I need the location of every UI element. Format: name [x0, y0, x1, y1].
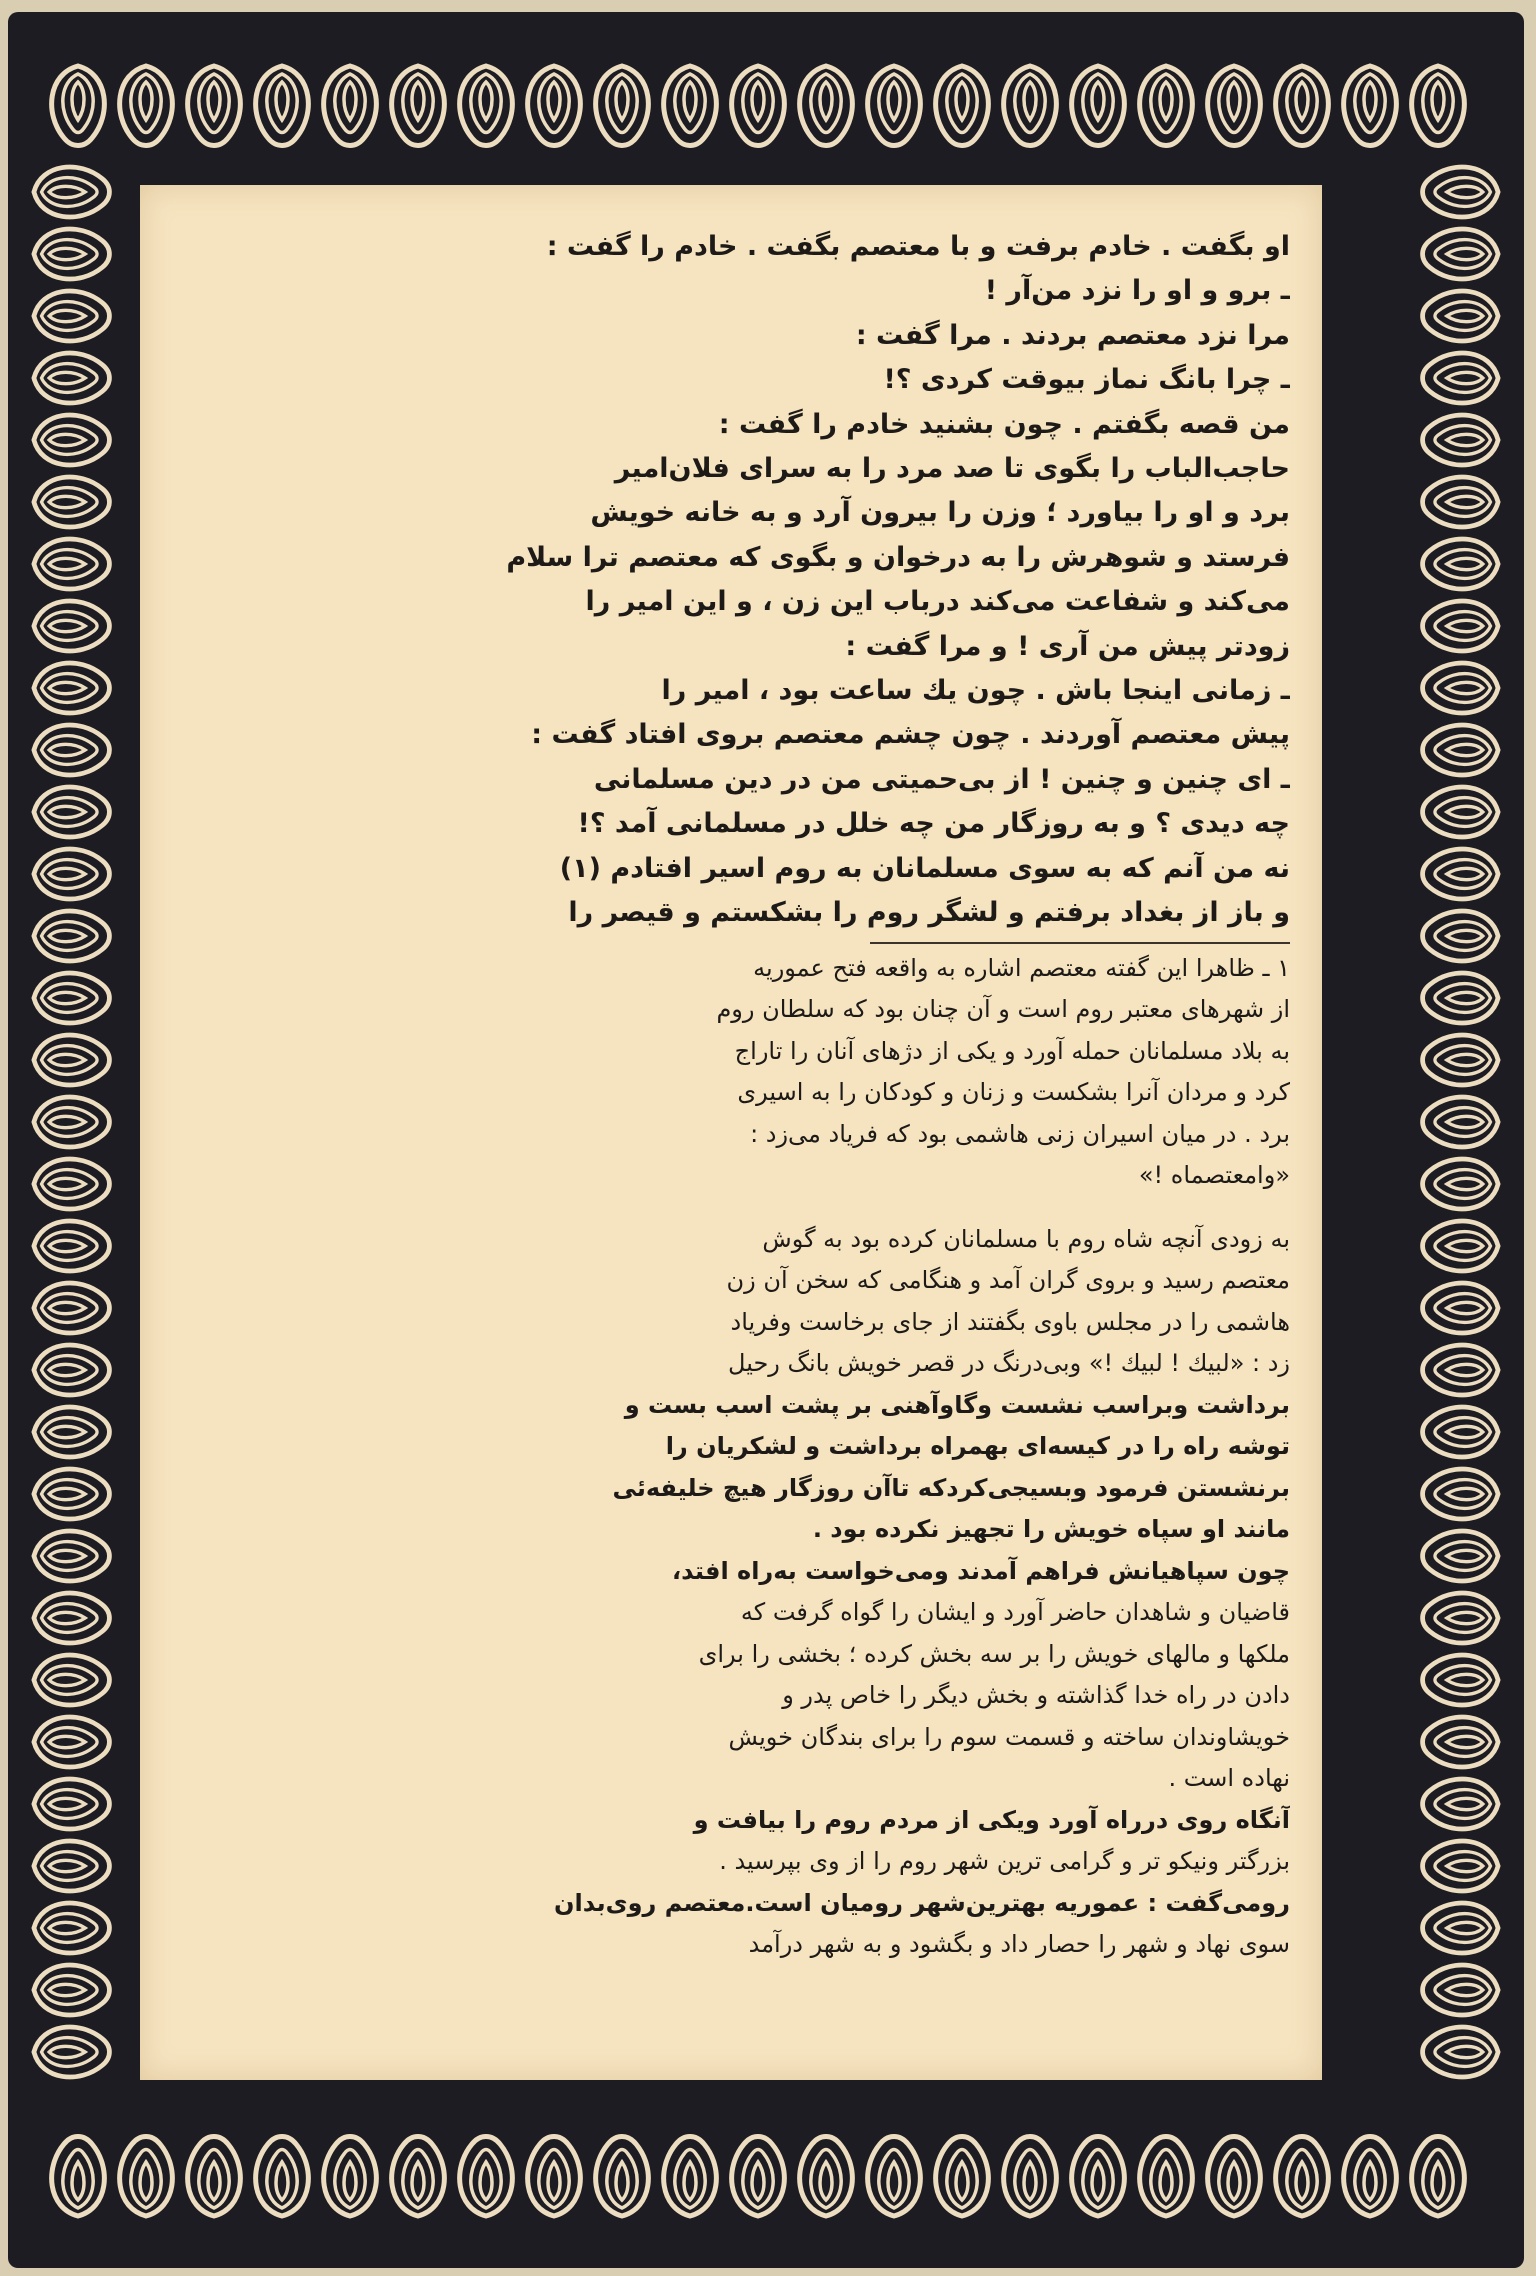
tulip-motif [34, 911, 110, 961]
text-line: خویشاوندان ساخته و قسمت سوم را برای بندگان خویش [728, 1722, 1290, 1751]
text-line: زودتر پیش من آری ! و مرا گفت : [845, 630, 1290, 662]
tulip-motif [800, 66, 853, 146]
tulip-motif [1423, 1903, 1499, 1953]
tulip-motif [188, 66, 241, 146]
tulip-motif [868, 66, 921, 146]
tulip-motif [1423, 291, 1499, 341]
tulip-motif [34, 167, 110, 217]
tulip-motif [1423, 849, 1499, 899]
tulip-motif [34, 601, 110, 651]
tulip-motif [1423, 1593, 1499, 1643]
tulip-motif [1276, 2137, 1329, 2217]
tulip-motif [1423, 973, 1499, 1023]
footnote-line: «وامعتصماه !» [1138, 1161, 1290, 1189]
tulip-motif [1344, 2137, 1397, 2217]
text-line: معتصم رسید و بروی گران آمد و هنگامی که سخن آن زن [726, 1266, 1290, 1294]
tulip-motif [34, 663, 110, 713]
tulip-motif [120, 2137, 173, 2217]
tulip-motif [800, 2137, 853, 2217]
tulip-motif [936, 66, 989, 146]
tulip-motif [34, 973, 110, 1023]
tulip-motif [392, 2137, 445, 2217]
tulip-motif [34, 291, 110, 341]
tulip-motif [1423, 601, 1499, 651]
text-line: توشه راه را در کیسه‌ای بهمراه برداشت و لشکریان را [665, 1432, 1290, 1460]
tulip-motif [34, 1283, 110, 1333]
tulip-motif [1423, 911, 1499, 961]
tulip-motif [34, 229, 110, 279]
text-line: پیش معتصم آوردند . چون چشم معتصم بروی افتاد گفت : [531, 719, 1290, 751]
main-paragraph [175, 225, 1290, 936]
tulip-motif [52, 2137, 105, 2217]
tulip-motif [34, 1531, 110, 1581]
tulip-motif [1423, 1717, 1499, 1767]
tulip-motif [1423, 1035, 1499, 1085]
text-line: ـ زمانی اینجا باش . چون یك ساعت بود ، امیر را [661, 675, 1290, 707]
paragraph-2 [175, 1219, 1290, 1551]
tulip-motif [256, 2137, 309, 2217]
text-line: برداشت وبراسب نشست وگاوآهنی بر پشت اسب بست و [624, 1390, 1290, 1419]
footnote-line: از شهرهای معتبر روم است و آن چنان بود که سلطان روم [716, 995, 1290, 1023]
footnote-line: کرد و مردان آنرا بشکست و زنان و کودکان را به اسیری [737, 1078, 1290, 1106]
tulip-motif [34, 1655, 110, 1705]
tulip-motif [188, 2137, 241, 2217]
tulip-motif [1412, 2137, 1465, 2217]
tulip-motif [460, 2137, 513, 2217]
tulip-motif [34, 1779, 110, 1829]
tulip-motif [1423, 229, 1499, 279]
text-line: ـ برو و او را نزد من‌آر ! [984, 275, 1290, 307]
tulip-motif [1423, 725, 1499, 775]
footnote-line: به بلاد مسلمانان حمله آورد و یکی از دژهای آنان را تاراج [734, 1036, 1290, 1065]
tulip-motif [1004, 2137, 1057, 2217]
tulip-motif [52, 66, 105, 146]
tulip-motif [1072, 2137, 1125, 2217]
tulip-motif [120, 66, 173, 146]
text-line: چه دیدی ؟ و به روزگار من چه خلل در مسلمانی آمد ؟! [577, 808, 1290, 840]
footnote-divider [870, 942, 1290, 944]
tulip-motif [528, 2137, 581, 2217]
tulip-motif [324, 2137, 377, 2217]
tulip-motif [34, 1221, 110, 1271]
tulip-motif [1423, 477, 1499, 527]
tulip-motif [596, 66, 649, 146]
footnote-line: ۱ ـ ظاهرا این گفته معتصم اشاره به واقعه فتح عموریه [753, 953, 1290, 982]
tulip-motif [1423, 1965, 1499, 2015]
tulip-motif [1140, 2137, 1193, 2217]
tulip-motif [34, 849, 110, 899]
tulip-motif [34, 477, 110, 527]
tulip-motif [1423, 1283, 1499, 1333]
tulip-motif [34, 1841, 110, 1891]
tulip-motif [1423, 663, 1499, 713]
tulip-motif [1344, 66, 1397, 146]
tulip-motif [1423, 1531, 1499, 1581]
tulip-motif [34, 1345, 110, 1395]
text-line: فرستد و شوهرش را به درخوان و بگوی که معتصم ترا سلام [506, 541, 1290, 573]
tulip-motif [1423, 1345, 1499, 1395]
tulip-motif [936, 2137, 989, 2217]
text-line: قاضیان و شاهدان حاضر آورد و ایشان را گواه گرفت که [740, 1598, 1290, 1626]
tulip-motif [34, 539, 110, 589]
tulip-motif [1208, 66, 1261, 146]
tulip-motif [596, 2137, 649, 2217]
text-line: زد : «لبیك ! لبیك !» وبی‌درنگ در قصر خویش بانگ رحیل [728, 1349, 1290, 1377]
text-line: آنگاه روی درراه آورد ویکی از مردم روم را بیافت و [693, 1805, 1290, 1834]
paragraph-3 [175, 1551, 1290, 1800]
tulip-motif [392, 66, 445, 146]
tulip-motif [1423, 787, 1499, 837]
tulip-motif [34, 1035, 110, 1085]
tulip-motif [1423, 1841, 1499, 1891]
tulip-motif [34, 787, 110, 837]
tulip-motif [732, 2137, 785, 2217]
tulip-motif [34, 1593, 110, 1643]
tulip-motif [868, 2137, 921, 2217]
tulip-motif [1423, 1159, 1499, 1209]
tulip-motif [1423, 1779, 1499, 1829]
tulip-motif [1140, 66, 1193, 146]
tulip-motif [664, 66, 717, 146]
tulip-motif [1412, 66, 1465, 146]
text-line: هاشمی را در مجلس باوی بگفتند از جای برخاست وفریاد [730, 1307, 1290, 1336]
text-line: ملکها و مالهای خویش را بر سه بخش کرده ؛ بخشی را برای [698, 1639, 1290, 1668]
text-line: مرا نزد معتصم بردند . مرا گفت : [855, 319, 1290, 351]
tulip-motif [1072, 66, 1125, 146]
tulip-motif [256, 66, 309, 146]
page-text [175, 225, 1290, 1966]
tulip-motif [1423, 353, 1499, 403]
tulip-motif [664, 2137, 717, 2217]
tulip-motif [1423, 1407, 1499, 1457]
tulip-motif [1004, 66, 1057, 146]
tulip-motif [1423, 415, 1499, 465]
tulip-motif [34, 1965, 110, 2015]
tulip-motif [460, 66, 513, 146]
tulip-motif [34, 415, 110, 465]
tulip-motif [1423, 1097, 1499, 1147]
text-line: برد و او را بیاورد ؛ وزن را بیرون آرد و به خانه خویش [590, 497, 1290, 529]
tulip-motif [1423, 1469, 1499, 1519]
tulip-motif [34, 1903, 110, 1953]
footnote-line: برد . در میان اسیران زنی هاشمی بود که فریاد می‌زد : [750, 1119, 1290, 1148]
tulip-motif [1423, 167, 1499, 217]
tulip-motif [1423, 2027, 1499, 2077]
tulip-motif [1423, 1655, 1499, 1705]
paragraph-4 [175, 1800, 1290, 1966]
tulip-motif [324, 66, 377, 146]
tulip-motif [732, 66, 785, 146]
text-line: من قصه بگفتم . چون بشنید خادم را گفت : [718, 408, 1290, 440]
text-line: برنشستن فرمود وبسیجی‌کردکه تاآن روزگار هیچ خلیفه‌ئی [612, 1473, 1290, 1502]
tulip-motif [34, 1097, 110, 1147]
tulip-motif [1276, 66, 1329, 146]
text-line: سوی نهاد و شهر را حصار داد و بگشود و به شهر درآمد [748, 1930, 1290, 1958]
tulip-motif [34, 725, 110, 775]
text-line: ـ ای چنین و چنین ! از بی‌حمیتی من در دین مسلمانی [593, 763, 1290, 795]
tulip-motif [1423, 539, 1499, 589]
text-line: بزرگتر ونیکو تر و گرامی ترین شهر روم را از وی بپرسید . [719, 1847, 1290, 1875]
tulip-motif [34, 1159, 110, 1209]
text-line: چون سپاهیانش فراهم آمدند ومی‌خواست به‌راه افتد، [671, 1556, 1290, 1585]
tulip-motif [1208, 2137, 1261, 2217]
text-line: به زودی آنچه شاه روم با مسلمانان کرده بود به گوش [762, 1224, 1290, 1253]
text-line: مانند او سپاه خویش را تجهیز نکرده بود . [812, 1515, 1290, 1543]
tulip-motif [1423, 1221, 1499, 1271]
text-line: دادن در راه خدا گذاشته و بخش دیگر را خاص پدر و [782, 1681, 1290, 1709]
tulip-motif [528, 66, 581, 146]
text-line: ـ چرا بانگ نماز بیوقت کردی ؟! [883, 364, 1290, 396]
tulip-motif [34, 1469, 110, 1519]
text-line: نهاده است . [1168, 1764, 1290, 1792]
text-line: و باز از بغداد برفتم و لشگر روم را بشکستم و قیصر را [568, 897, 1290, 929]
text-line: رومی‌گفت : عموریه بهترین‌شهر رومیان است.معتصم روی‌بدان [554, 1888, 1290, 1917]
footnote [175, 948, 1290, 1197]
text-line: نه من آنم که به سوی مسلمانان به روم اسیر افتادم (۱) [559, 852, 1290, 884]
tulip-motif [34, 1407, 110, 1457]
tulip-motif [34, 2027, 110, 2077]
tulip-motif [34, 1717, 110, 1767]
text-line: می‌کند و شفاعت می‌کند درباب این زن ، و این امیر را [585, 586, 1290, 618]
text-line: او بگفت . خادم برفت و با معتصم بگفت . خادم را گفت : [546, 231, 1290, 262]
tulip-motif [34, 353, 110, 403]
text-line: حاجب‌الباب را بگوی تا صد مرد را به سرای فلان‌امیر [614, 453, 1290, 485]
